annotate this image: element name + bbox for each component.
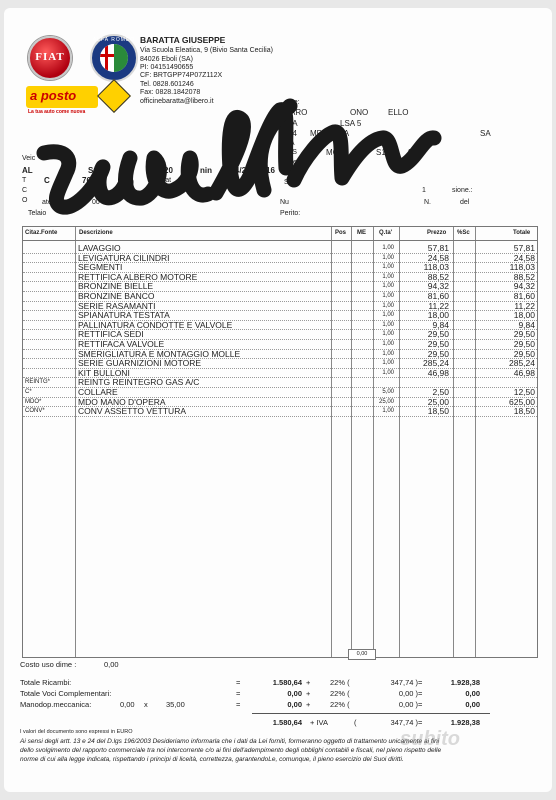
final-iva-label: + IVA [310, 718, 328, 727]
cell-desc: SPIANATURA TESTATA [78, 310, 170, 321]
cell-desc: LEVIGATURA CILINDRI [78, 252, 170, 263]
company-cf: CF: BRTGPP74P07Z112X [140, 72, 223, 79]
cell-total: 24,58 [513, 252, 535, 263]
n-label: N. [424, 199, 431, 206]
numero-label: Nu [280, 199, 289, 206]
accettazione-label: sione.: [452, 187, 473, 194]
final-iva: 347,74 ) [390, 718, 418, 727]
telaio-label: Telaio [28, 210, 47, 217]
ricambi-box: 0,00 [348, 649, 376, 660]
eq-manodopera: = [236, 700, 241, 709]
vehicle-model-fragment-4: nin [200, 166, 212, 175]
customer-cf-label: FIS [286, 149, 297, 156]
header-price: Prezzo [427, 230, 447, 236]
company-tel: Tel. 0828.601246 [140, 81, 194, 88]
customer-cap-fragment: 84 [288, 129, 297, 138]
cell-desc: SEGMENTI [78, 262, 123, 273]
cell-desc: LAVAGGIO [78, 243, 121, 253]
cell-qty: 1,00 [382, 245, 394, 251]
costo-dime-value: 0,00 [104, 660, 119, 669]
customer-name-fragment-2: ONO [350, 108, 369, 117]
cell-desc: RETTIFACA VALVOLE [78, 339, 165, 349]
cell-qty: 1,00 [382, 273, 394, 280]
cell-price: 285,24 [423, 358, 449, 369]
vehicle-order-label: O [22, 197, 28, 204]
ricambi-amount: 1.580,64 [272, 678, 302, 687]
cell-price: 46,98 [427, 367, 449, 378]
cell-total: 81,60 [513, 291, 535, 301]
cell-total: 29,50 [513, 339, 535, 349]
cell-total: 29,50 [513, 329, 535, 340]
del-label: del [460, 199, 470, 206]
cell-desc: BRONZINE BIELLE [78, 281, 154, 292]
customer-city-fragment-2: NA [338, 129, 350, 138]
manodopera-qty: 0,00 [120, 700, 135, 709]
cell-price: 29,50 [427, 329, 449, 340]
vehicle-c-label: C [22, 187, 28, 194]
cell-total: 625,00 [509, 396, 535, 407]
privacy-line-3: norme di cui alla legge indicata, rispettando i principi di liceità, correttezza, garantendoLe, comunque, il pieno esercizio dei Suoi diritti. [20, 756, 404, 763]
final-open-paren: ( [354, 718, 357, 727]
iva-complementari: 0,00 ) [398, 689, 418, 698]
cell-code: MDO* [25, 398, 42, 405]
iva-ricambi: 347,74 ) [390, 678, 418, 687]
cell-code: CONV* [25, 408, 45, 415]
eq2-complementari: = [418, 689, 423, 698]
euro-note: I valori del documento sono espressi in EURO [20, 729, 133, 735]
cell-total: 118,03 [509, 262, 535, 273]
cell-qty: 1,00 [382, 331, 394, 338]
cell-price: 29,50 [427, 348, 449, 359]
eq-ricambi: = [236, 678, 241, 687]
cell-price: 88,52 [427, 271, 449, 282]
final-total: 1.928,38 [450, 718, 480, 727]
cell-desc: REINTG REINTEGRO GAS A/C [78, 377, 200, 388]
header-code: Citaz.Fonte [25, 230, 58, 236]
privacy-line-1: Ai sensi degli artt. 13 e 24 del D.lgs 196/2003 Desideriamo informarla che i dati da Lei forniti, formeranno oggetto di trattamento unicamente ai fini [20, 738, 440, 745]
customer-address-fragment: IA [290, 119, 298, 128]
cell-total: 285,24 [509, 358, 535, 369]
cell-price: 9,84 [432, 319, 449, 330]
customer-label: ente: [284, 99, 300, 106]
totale-ricambi-label: Totale Ricambi: [20, 678, 72, 687]
cell-code: REINTG* [25, 379, 51, 386]
plus-manodopera: + [306, 700, 311, 709]
customer-city-fragment: MP [310, 129, 322, 138]
cell-desc: CONV ASSETTO VETTURA [78, 406, 187, 417]
total-manodopera: 0,00 [465, 700, 480, 709]
eq2-ricambi: = [418, 678, 423, 687]
company-name: BARATTA GIUSEPPE [140, 35, 226, 45]
company-email: officinebaratta@libero.it [140, 98, 214, 105]
customer-cf-fragment: MCM [326, 148, 346, 157]
cell-price: 25,00 [427, 396, 449, 407]
total-ricambi: 1.928,38 [450, 678, 480, 687]
cell-desc: SERIE GUARNIZIONI MOTORE [78, 358, 202, 369]
final-eq: = [418, 718, 423, 727]
customer-name-fragment: ARO [290, 108, 308, 117]
plus-complementari: + [306, 689, 311, 698]
header-description: Descrizione [79, 230, 113, 236]
cell-qty: 1,00 [382, 264, 394, 271]
header-qty: Q.ta' [379, 230, 393, 236]
vehicle-model-fragment-6: 16 [266, 166, 275, 175]
cell-qty: 1,00 [382, 341, 394, 347]
cell-desc: BRONZINE BANCO [78, 291, 155, 301]
totale-complementari-label: Totale Voci Complementari: [20, 689, 112, 698]
invoice-page [4, 8, 552, 792]
cell-qty: 1,00 [382, 293, 394, 299]
company-fax: Fax: 0828.1842078 [140, 89, 201, 96]
cell-qty: 1,00 [382, 254, 394, 261]
cell-price: 18,00 [427, 310, 449, 321]
customer-name-fragment-3: ELLO [388, 108, 409, 117]
complementari-amount: 0,00 [287, 689, 302, 698]
cell-desc: SMERIGLIATURA E MONTAGGIO MOLLE [78, 348, 241, 359]
customer-province: SA [480, 129, 491, 138]
table-row [23, 406, 537, 417]
items-table [22, 226, 538, 658]
company-pi: PI: 04151490655 [140, 64, 194, 71]
cell-qty: 1,00 [382, 321, 394, 328]
iva-manodopera: 0,00 ) [398, 700, 418, 709]
cell-price: 11,22 [428, 300, 449, 311]
customer-cf-fragment-2: S1 [376, 148, 386, 157]
cell-qty: 1,00 [382, 369, 394, 376]
costo-dime-label: Costo uso dime : [20, 660, 77, 669]
cell-qty: 1,00 [382, 360, 394, 367]
cell-total: 88,52 [513, 271, 535, 282]
pct-manodopera: 22% ( [330, 700, 350, 709]
vehicle-model-fragment: AL [22, 166, 33, 175]
perito-label: Perito: [280, 210, 301, 217]
cell-code: C* [25, 389, 32, 395]
cell-qty: 1,00 [382, 350, 394, 357]
final-amount: 1.580,64 [272, 718, 302, 727]
customer-pi-label: FA [286, 140, 295, 147]
aposto-tagline: La tua auto come nuova [28, 109, 86, 115]
manodopera-rate: 35,00 [166, 700, 185, 709]
cell-total: 11,22 [514, 300, 535, 311]
cell-total: 18,00 [513, 310, 535, 321]
customer-address-fragment-2: LSA 5 [340, 119, 362, 128]
company-address: Via Scuola Eleatica, 9 (Bivio Santa Cecilia) [140, 47, 273, 54]
manodopera-x: x [144, 700, 148, 709]
cell-price: 2,50 [432, 387, 449, 397]
cell-total: 94,32 [513, 281, 535, 292]
company-city: 84026 Eboli (SA) [140, 56, 193, 63]
eq-complementari: = [236, 689, 241, 698]
cell-price: 57,81 [427, 243, 449, 253]
cell-price: 18,50 [427, 406, 449, 417]
data-label: atesi [42, 199, 57, 206]
plus-ricambi: + [306, 678, 311, 687]
cell-total: 18,50 [513, 406, 535, 417]
cell-total: 46,98 [513, 367, 535, 378]
cell-qty: 1,00 [382, 283, 394, 290]
summary-divider [252, 713, 490, 714]
vehicle-plate-fragment: C [44, 176, 50, 185]
cell-total: 9,84 [518, 319, 535, 330]
manodopera-label: Manodop.meccanica: [20, 700, 92, 709]
sinistro-label: Sinis [284, 179, 300, 186]
header-pos: Pos [335, 230, 347, 236]
cell-price: 29,50 [427, 339, 449, 349]
cell-desc: PALLINATURA CONDOTTE E VALVOLE [78, 319, 233, 330]
redaction-scribble [4, 8, 552, 238]
header-discount: %Sc [457, 230, 470, 236]
header-total: Totale [513, 230, 531, 236]
customer-cf-fragment-3: 90G [408, 148, 424, 157]
customer-tel-label: Telef [284, 159, 299, 166]
eq2-manodopera: = [418, 700, 423, 709]
cell-desc: MDO MANO D'OPERA [78, 396, 166, 407]
watermark: subito [400, 728, 460, 750]
cell-total: 12,50 [513, 387, 535, 397]
header-me: ME [357, 230, 366, 236]
cell-qty: 1,00 [382, 312, 394, 319]
privacy-line-2: dello svolgimento del rapporto commerciale tra noi intercorrente c/o ai fini dell'adempimento degli obblighi contabili e fiscali, nel pieno rispetto delle [20, 747, 442, 754]
cell-qty: 1,00 [382, 302, 394, 309]
alfa-logo-text: ALFA ROMEO [92, 37, 136, 43]
cell-price: 94,32 [427, 281, 449, 292]
cell-total: 57,81 [513, 243, 535, 253]
cell-price: 118,03 [423, 262, 449, 273]
cell-qty: 25,00 [378, 398, 394, 405]
aposto-logo-text: a posto [30, 88, 77, 103]
cell-desc: RETTIFICA SEDI [78, 329, 144, 340]
vehicle-plate-fragment-2: 76L [82, 176, 96, 185]
cell-desc: KIT BULLONI [78, 367, 130, 378]
cell-qty: 1,00 [382, 408, 394, 415]
cell-desc: RETTIFICA ALBERO MOTORE [78, 271, 198, 282]
order-number: 1 [422, 187, 426, 194]
fiat-logo-text: FIAT [35, 51, 65, 63]
cell-desc: COLLARE [78, 387, 118, 397]
vehicle-model-fragment-3: 20 [164, 166, 173, 175]
cell-price: 81,60 [427, 291, 449, 301]
manodopera-amount: 0,00 [287, 700, 302, 709]
total-complementari: 0,00 [465, 689, 480, 698]
vehicle-label: Veic [22, 155, 36, 162]
cell-total: 29,50 [513, 348, 535, 359]
cell-price: 24,58 [427, 252, 449, 263]
cell-qty: 5,00 [382, 389, 394, 395]
vehicle-model-fragment-2: Spi [88, 166, 101, 175]
pct-complementari: 22% ( [330, 689, 350, 698]
vehicle-plate-label: T [22, 177, 27, 184]
vehicle-model-fragment-5: l 04/20 [226, 166, 251, 175]
pct-ricambi: 22% ( [330, 678, 350, 687]
cell-desc: SERIE RASAMANTI [78, 300, 156, 311]
vehicle-registration-label: immat [152, 177, 172, 184]
data-value: 00 [92, 199, 100, 206]
